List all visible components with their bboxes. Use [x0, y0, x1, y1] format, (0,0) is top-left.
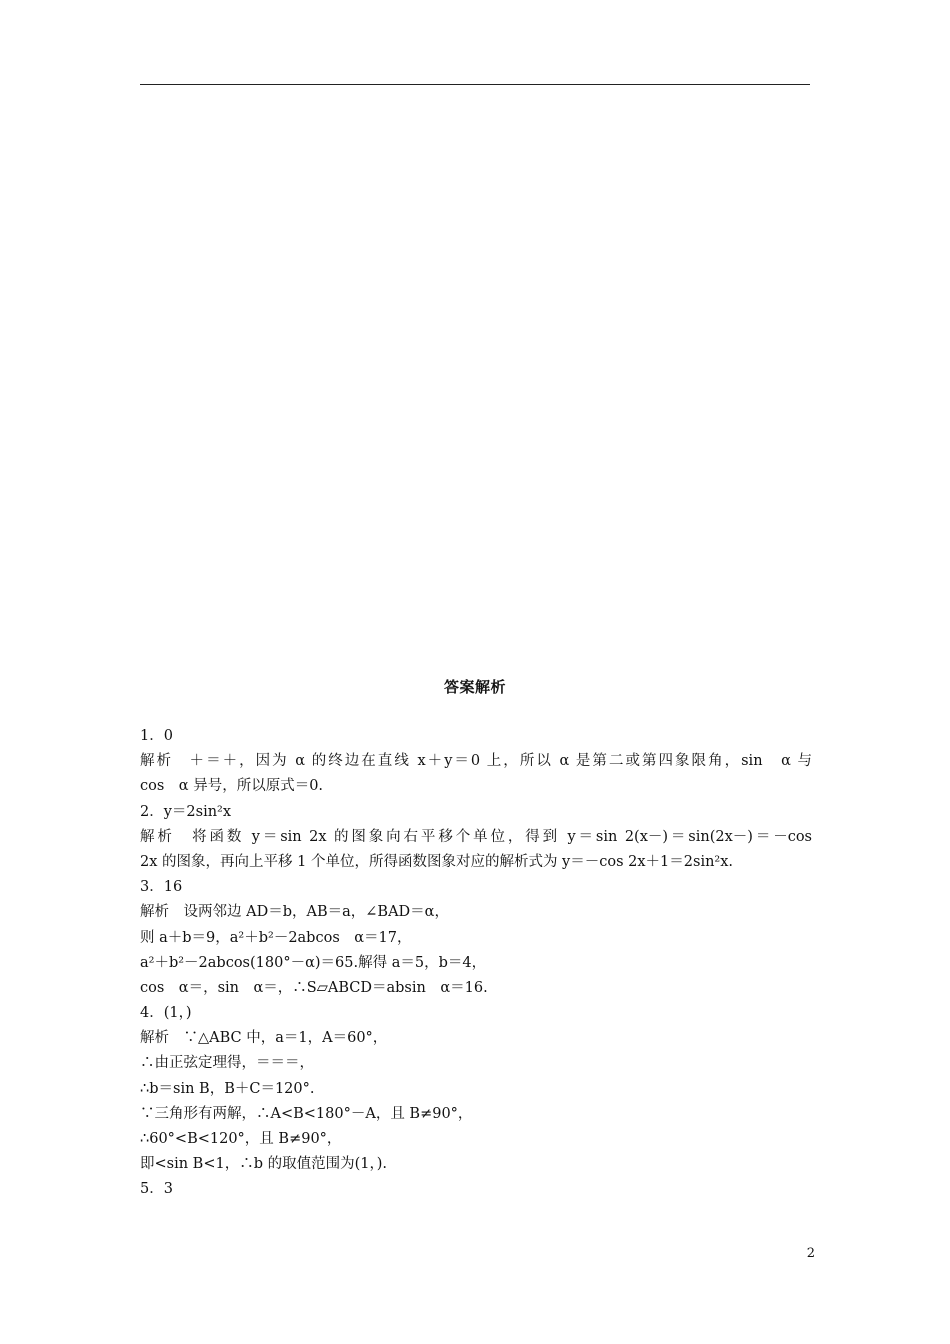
page-number: 2 [806, 1246, 815, 1261]
answer-line: ∴60°<B<120°，且 B≠90°， [140, 1131, 342, 1147]
answer-line: ∴由正弦定理得，＝＝＝， [140, 1055, 314, 1072]
answer-line: 则 a＋b＝9，a²＋b²－2abcos α＝17， [140, 929, 412, 946]
answer-line: 2x 的图象，再向上平移 1 个单位，所得函数图象对应的解析式为 y＝－cos 2x＋1＝2sin²x. [140, 853, 734, 870]
answer-line: cos α 异号，所以原式＝0. [140, 778, 324, 795]
answer-line: ∴b＝sin B，B＋C＝120°. [140, 1080, 315, 1097]
answer-line: 解析 将函数 y＝sin 2x 的图象向右平移个单位，得到 y＝sin 2(x－)＝sin(2x－)＝－cos [140, 828, 812, 845]
answer-line: 4．(1，) [140, 1005, 192, 1022]
answer-line: 1．0 [140, 728, 173, 744]
answer-content [140, 724, 812, 1203]
answer-line: 即<sin B<1，∴b 的取值范围为(1，). [140, 1156, 387, 1173]
answer-line: 2．y＝2sin²x [140, 803, 232, 820]
answer-line: cos α＝，sin α＝，∴S▱ABCD＝absin α＝16. [140, 979, 488, 996]
answer-line: 5．3 [140, 1181, 173, 1198]
answer-line: 解析 设两邻边 AD＝b，AB＝a，∠BAD＝α， [140, 904, 449, 921]
section-title: 答案解析 [443, 678, 506, 696]
answer-line: a²＋b²－2abcos(180°－α)＝65.解得 a＝5，b＝4， [140, 954, 487, 971]
answer-line: ∵三角形有两解，∴A<B<180°－A，且 B≠90°， [140, 1105, 473, 1122]
answer-line: 3．16 [140, 879, 183, 896]
header-rule [140, 84, 810, 85]
answer-line: 解析 ∵△ABC 中，a＝1，A＝60°， [140, 1030, 388, 1047]
answer-line: 解析 ＋＝＋，因为 α 的终边在直线 x＋y＝0 上，所以 α 是第二或第四象限角，sin α 与 [140, 753, 812, 770]
